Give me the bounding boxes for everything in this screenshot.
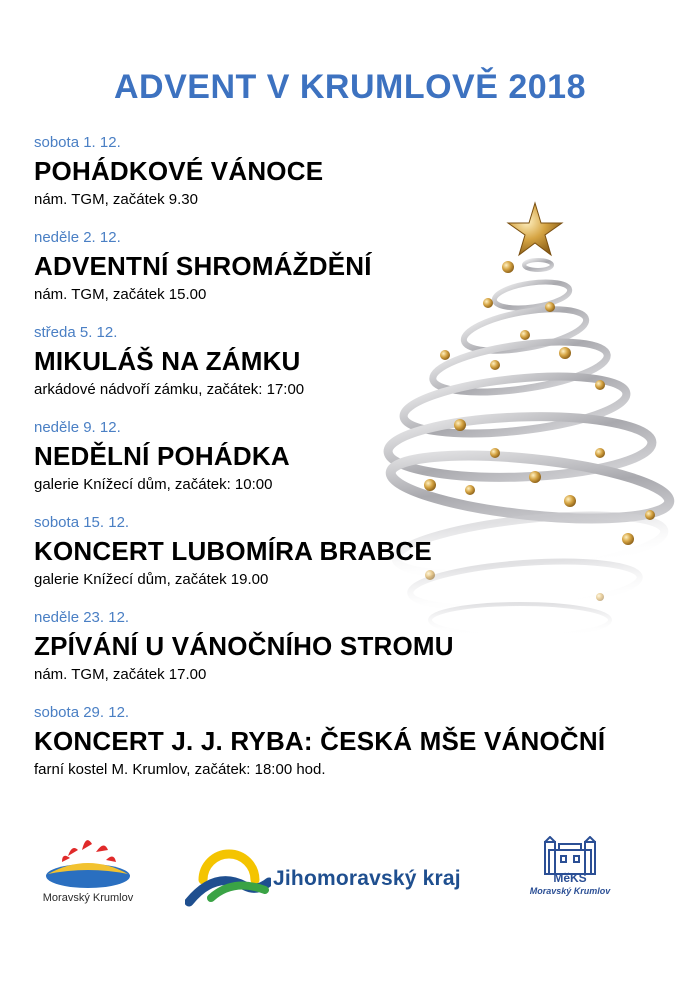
event-title: ZPÍVÁNÍ U VÁNOČNÍHO STROMU xyxy=(34,631,454,661)
meks-logo xyxy=(525,836,615,906)
event-place: galerie Knížecí dům, začátek 19.00 xyxy=(34,571,269,588)
event-item xyxy=(34,134,594,229)
event-date: sobota 15. 12. xyxy=(34,514,130,531)
event-item xyxy=(34,324,594,419)
moravsky-krumlov-icon xyxy=(38,830,138,892)
event-item xyxy=(34,229,594,324)
meks-title: MěKS xyxy=(553,871,587,885)
jihomoravsky-kraj-label: Jihomoravský kraj xyxy=(273,867,461,890)
page-title: ADVENT V KRUMLOVĚ 2018 xyxy=(114,68,586,106)
event-title: NEDĚLNÍ POHÁDKA xyxy=(34,441,290,471)
event-place: galerie Knížecí dům, začátek: 10:00 xyxy=(34,476,273,493)
event-list xyxy=(34,134,606,799)
event-title: KONCERT LUBOMÍRA BRABCE xyxy=(34,536,432,566)
meks-label xyxy=(525,872,615,898)
event-item xyxy=(34,514,594,609)
event-place: nám. TGM, začátek 17.00 xyxy=(34,666,207,683)
meks-subtitle: Moravský Krumlov xyxy=(529,886,611,896)
event-title: MIKULÁŠ NA ZÁMKU xyxy=(34,346,301,376)
event-place: nám. TGM, začátek 15.00 xyxy=(34,286,207,303)
jihomoravsky-kraj-logo xyxy=(185,840,485,910)
event-date: neděle 2. 12. xyxy=(34,229,121,246)
event-date: neděle 23. 12. xyxy=(34,609,130,626)
event-place: farní kostel M. Krumlov, začátek: 18:00 hod. xyxy=(34,761,326,778)
event-date: středa 5. 12. xyxy=(34,324,118,341)
moravsky-krumlov-label: Moravský Krumlov xyxy=(42,892,134,904)
castle-icon xyxy=(525,836,615,876)
event-title: KONCERT J. J. RYBA: ČESKÁ MŠE VÁNOČNÍ xyxy=(34,726,606,756)
event-item xyxy=(34,704,606,799)
event-date: sobota 1. 12. xyxy=(34,134,121,151)
jihomoravsky-kraj-icon xyxy=(185,840,271,910)
event-item xyxy=(34,419,594,514)
event-place: nám. TGM, začátek 9.30 xyxy=(34,191,198,208)
moravsky-krumlov-logo xyxy=(38,830,138,910)
event-date: sobota 29. 12. xyxy=(34,704,130,721)
sponsor-logos xyxy=(0,830,700,920)
event-date: neděle 9. 12. xyxy=(34,419,121,436)
event-place: arkádové nádvoří zámku, začátek: 17:00 xyxy=(34,381,305,398)
event-item xyxy=(34,609,594,704)
event-title: ADVENTNÍ SHROMÁŽDĚNÍ xyxy=(34,251,372,281)
event-title: POHÁDKOVÉ VÁNOCE xyxy=(34,156,324,186)
